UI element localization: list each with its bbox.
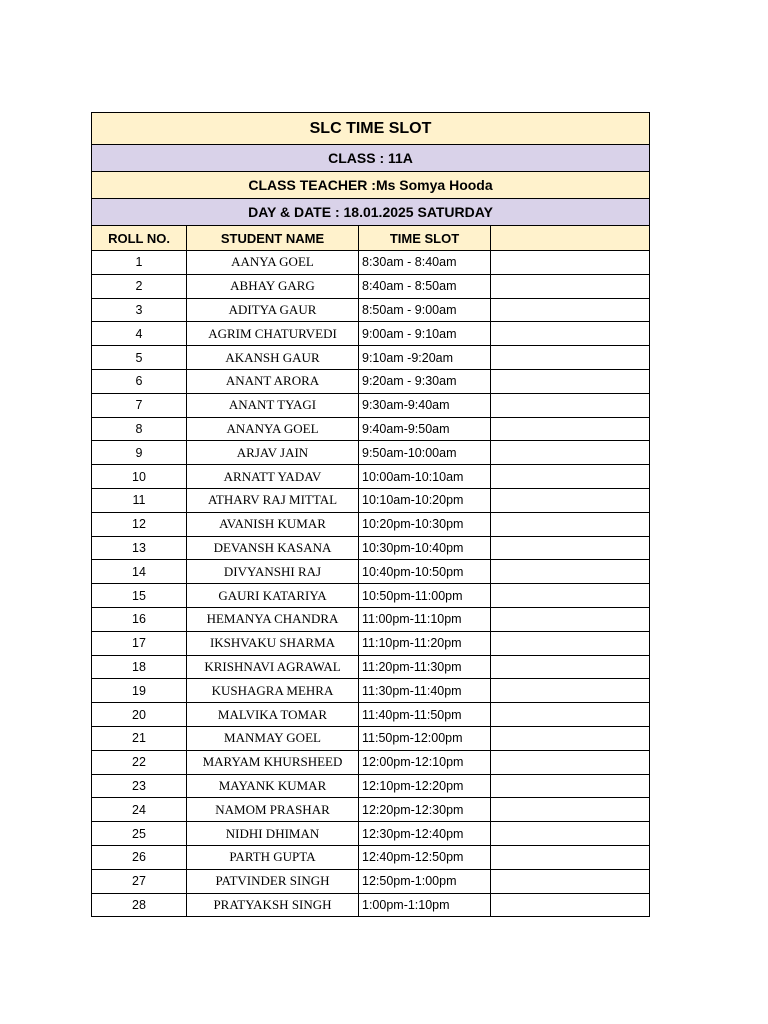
roll-number-cell: 10 [92,465,187,489]
roll-number-cell: 21 [92,726,187,750]
roll-number-cell: 18 [92,655,187,679]
time-slot-cell: 10:20pm-10:30pm [359,512,491,536]
student-name-cell: AVANISH KUMAR [187,512,359,536]
table-row [92,298,650,322]
time-slot-cell: 12:50pm-1:00pm [359,869,491,893]
table-row [92,441,650,465]
student-name-cell: AKANSH GAUR [187,346,359,370]
blank-cell [491,631,650,655]
roll-number-cell: 27 [92,869,187,893]
student-name-cell: ANANT TYAGI [187,393,359,417]
roll-number-cell: 24 [92,798,187,822]
class-row [92,145,650,172]
column-header-roll: ROLL NO. [92,226,187,251]
student-name-cell: ANANT ARORA [187,369,359,393]
student-name-cell: AANYA GOEL [187,251,359,275]
student-name-cell: KUSHAGRA MEHRA [187,679,359,703]
time-slot-cell: 11:20pm-11:30pm [359,655,491,679]
time-slot-cell: 12:00pm-12:10pm [359,750,491,774]
table-row [92,465,650,489]
blank-cell [491,560,650,584]
date-row [92,199,650,226]
blank-cell [491,774,650,798]
roll-number-cell: 16 [92,607,187,631]
title-row [92,113,650,145]
blank-cell [491,655,650,679]
roll-number-cell: 12 [92,512,187,536]
time-slot-cell: 11:50pm-12:00pm [359,726,491,750]
time-slot-cell: 10:10am-10:20pm [359,488,491,512]
blank-cell [491,251,650,275]
roll-number-cell: 8 [92,417,187,441]
blank-cell [491,893,650,917]
time-slot-cell: 11:00pm-11:10pm [359,607,491,631]
roll-number-cell: 2 [92,274,187,298]
table-row [92,607,650,631]
roll-number-cell: 19 [92,679,187,703]
blank-cell [491,346,650,370]
time-slot-cell: 10:00am-10:10am [359,465,491,489]
roll-number-cell: 13 [92,536,187,560]
blank-cell [491,584,650,608]
roll-number-cell: 1 [92,251,187,275]
table-row [92,822,650,846]
student-name-cell: NIDHI DHIMAN [187,822,359,846]
column-header-slot: TIME SLOT [359,226,491,251]
time-slot-table [91,112,650,917]
blank-cell [491,512,650,536]
day-date-label: DAY & DATE : 18.01.2025 SATURDAY [92,199,650,226]
table-row [92,584,650,608]
table-row [92,560,650,584]
sheet-title: SLC TIME SLOT [92,113,650,145]
roll-number-cell: 3 [92,298,187,322]
roll-number-cell: 26 [92,845,187,869]
blank-cell [491,274,650,298]
roll-number-cell: 25 [92,822,187,846]
roll-number-cell: 17 [92,631,187,655]
student-name-cell: MALVIKA TOMAR [187,703,359,727]
blank-cell [491,322,650,346]
student-name-cell: PARTH GUPTA [187,845,359,869]
roll-number-cell: 9 [92,441,187,465]
time-slot-cell: 8:50am - 9:00am [359,298,491,322]
student-name-cell: ARNATT YADAV [187,465,359,489]
table-row [92,251,650,275]
roll-number-cell: 11 [92,488,187,512]
table-row [92,679,650,703]
student-name-cell: HEMANYA CHANDRA [187,607,359,631]
time-slot-cell: 8:40am - 8:50am [359,274,491,298]
blank-cell [491,369,650,393]
time-slot-cell: 9:30am-9:40am [359,393,491,417]
table-row [92,655,650,679]
time-slot-cell: 9:20am - 9:30am [359,369,491,393]
roll-number-cell: 20 [92,703,187,727]
column-header-blank [491,226,650,251]
table-row [92,869,650,893]
student-name-cell: DEVANSH KASANA [187,536,359,560]
roll-number-cell: 15 [92,584,187,608]
table-row [92,512,650,536]
student-name-cell: PRATYAKSH SINGH [187,893,359,917]
roll-number-cell: 14 [92,560,187,584]
student-name-cell: ANANYA GOEL [187,417,359,441]
column-header-row [92,226,650,251]
time-slot-cell: 9:10am -9:20am [359,346,491,370]
blank-cell [491,393,650,417]
student-name-cell: ABHAY GARG [187,274,359,298]
table-row [92,845,650,869]
table-row [92,369,650,393]
class-teacher-label: CLASS TEACHER :Ms Somya Hooda [92,172,650,199]
table-row [92,798,650,822]
blank-cell [491,441,650,465]
student-name-cell: ATHARV RAJ MITTAL [187,488,359,512]
blank-cell [491,703,650,727]
blank-cell [491,845,650,869]
class-label: CLASS : 11A [92,145,650,172]
table-row [92,703,650,727]
table-row [92,346,650,370]
time-slot-cell: 9:40am-9:50am [359,417,491,441]
student-name-cell: ADITYA GAUR [187,298,359,322]
student-name-cell: MAYANK KUMAR [187,774,359,798]
blank-cell [491,750,650,774]
student-name-cell: IKSHVAKU SHARMA [187,631,359,655]
time-slot-cell: 10:50pm-11:00pm [359,584,491,608]
table-row [92,322,650,346]
student-name-cell: MARYAM KHURSHEED [187,750,359,774]
roll-number-cell: 22 [92,750,187,774]
student-name-cell: ARJAV JAIN [187,441,359,465]
time-slot-cell: 11:40pm-11:50pm [359,703,491,727]
blank-cell [491,536,650,560]
column-header-name: STUDENT NAME [187,226,359,251]
table-row [92,893,650,917]
student-name-cell: MANMAY GOEL [187,726,359,750]
student-name-cell: GAURI KATARIYA [187,584,359,608]
table-row [92,536,650,560]
table-row [92,631,650,655]
blank-cell [491,726,650,750]
time-slot-cell: 9:50am-10:00am [359,441,491,465]
table-row [92,488,650,512]
student-name-cell: DIVYANSHI RAJ [187,560,359,584]
roll-number-cell: 4 [92,322,187,346]
time-slot-cell: 12:20pm-12:30pm [359,798,491,822]
table-row [92,750,650,774]
time-slot-cell: 9:00am - 9:10am [359,322,491,346]
roll-number-cell: 23 [92,774,187,798]
table-row [92,726,650,750]
roll-number-cell: 28 [92,893,187,917]
roll-number-cell: 7 [92,393,187,417]
table-row [92,774,650,798]
blank-cell [491,869,650,893]
roll-number-cell: 5 [92,346,187,370]
student-name-cell: AGRIM CHATURVEDI [187,322,359,346]
table-row [92,417,650,441]
table-row [92,393,650,417]
blank-cell [491,298,650,322]
time-slot-cell: 12:30pm-12:40pm [359,822,491,846]
time-slot-cell: 12:40pm-12:50pm [359,845,491,869]
time-slot-cell: 10:30pm-10:40pm [359,536,491,560]
blank-cell [491,798,650,822]
blank-cell [491,607,650,631]
time-slot-cell: 12:10pm-12:20pm [359,774,491,798]
time-slot-cell: 10:40pm-10:50pm [359,560,491,584]
blank-cell [491,417,650,441]
time-slot-cell: 11:10pm-11:20pm [359,631,491,655]
time-slot-cell: 1:00pm-1:10pm [359,893,491,917]
roll-number-cell: 6 [92,369,187,393]
teacher-row [92,172,650,199]
student-name-cell: KRISHNAVI AGRAWAL [187,655,359,679]
student-name-cell: PATVINDER SINGH [187,869,359,893]
blank-cell [491,488,650,512]
blank-cell [491,822,650,846]
student-name-cell: NAMOM PRASHAR [187,798,359,822]
time-slot-cell: 11:30pm-11:40pm [359,679,491,703]
time-slot-cell: 8:30am - 8:40am [359,251,491,275]
blank-cell [491,465,650,489]
table-row [92,274,650,298]
blank-cell [491,679,650,703]
